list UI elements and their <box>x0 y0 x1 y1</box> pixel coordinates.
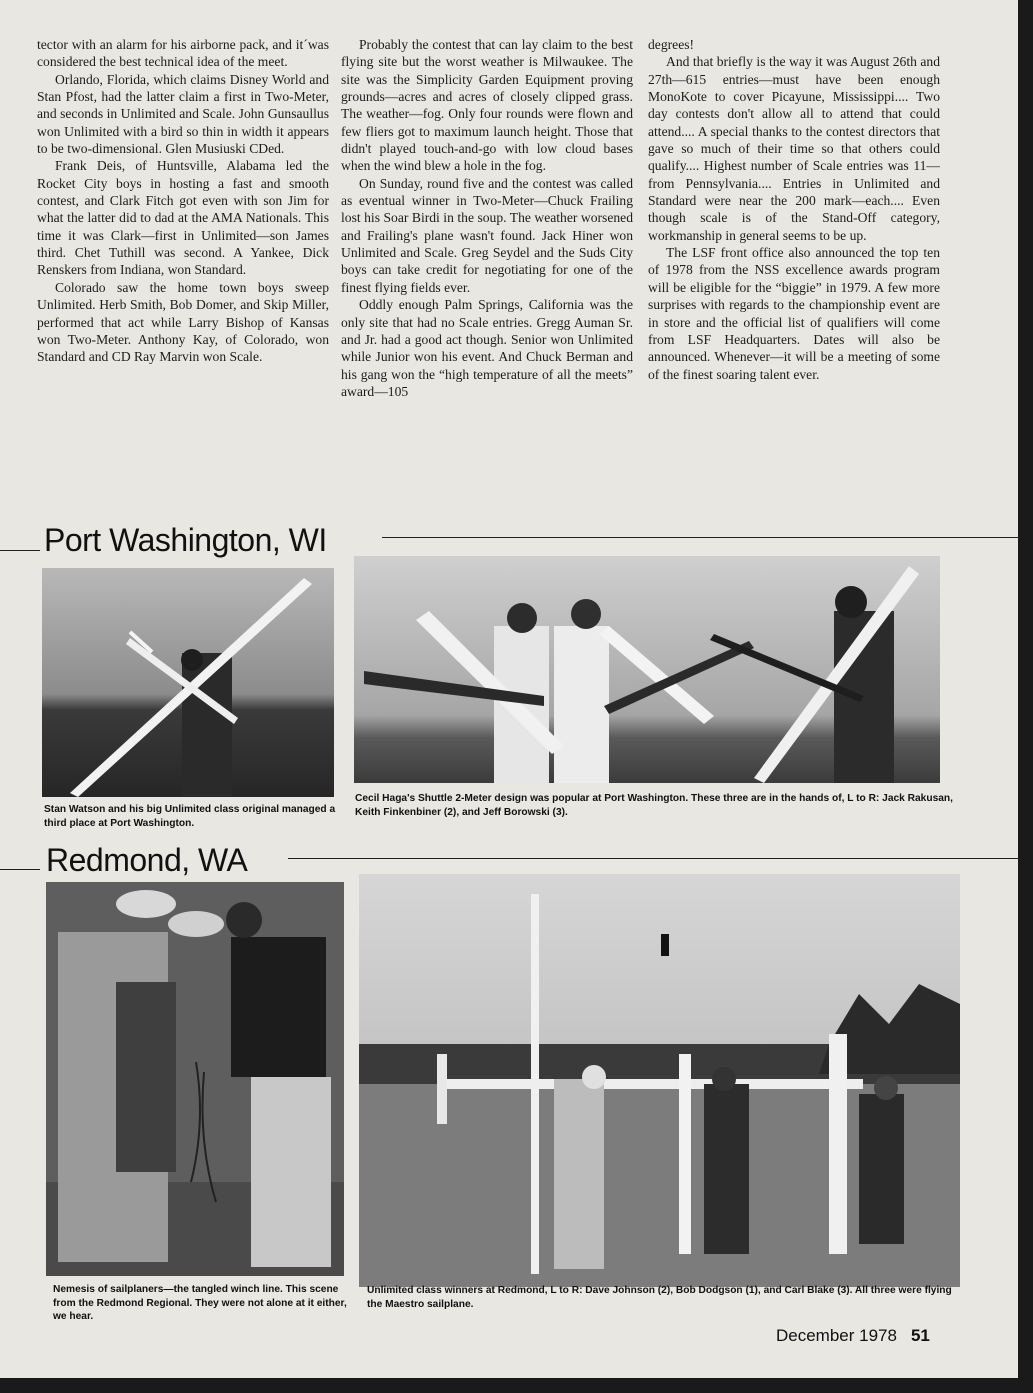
article-column-3 <box>648 36 940 383</box>
article-column-2 <box>341 36 633 400</box>
paragraph: tector with an alarm for his airborne pack, and it´was considered the best technical idea of the meet. <box>37 37 329 70</box>
page-folio <box>776 1326 930 1346</box>
section-title: Redmond, WA <box>46 842 248 878</box>
scan-border-bottom <box>0 1378 1033 1393</box>
paragraph: Probably the contest that can lay claim to the best flying site but the worst weather is Milwaukee. The site was the Simplicity Garden Equipment proving grounds—acres and acres of closely clipped grass. The weather—fog. Only four rounds were flown and few fliers got to maximum launch height. Those that didn't played touch-and-go with low cloud bases when the wind blew a hole in the fog. <box>341 37 633 174</box>
paragraph: And that briefly is the way it was August 26th and 27th—615 entries—must have been enough MonoKote to cover Picayune, Mississippi.... Two day contests don't allow all to attend that could attend.... A special thanks to the contest directors that gave so much of their time so that others could qualify.... Highest number of Scale entries was 11—from Pennsylvania.... Entries in Unlimited and Standard were near the 200 mark—each.... Even though scale is of the Stand-Off category, workmanship in general seems to be up. <box>648 54 940 243</box>
photo-unlimited-winners-redmond <box>359 874 960 1287</box>
paragraph: On Sunday, round five and the contest was called as eventual winner in Two-Meter—Chuck Frailing lost his Soar Birdi in the soup. The weather worsened and Frailing's plane wasn't found. Jack Hiner won Unlimited and Scale. Greg Seydel and the Suds City boys can take credit for negotiating for one of the finest flying fields ever. <box>341 175 633 295</box>
issue-date: December 1978 <box>776 1326 897 1345</box>
article-column-1 <box>37 36 329 366</box>
paragraph: Colorado saw the home town boys sweep Unlimited. Herb Smith, Bob Domer, and Skip Miller, performed that act while Larry Bishop of Kansas won Two-Meter. Anthony Kay, of Colorado, won Standard and CD Ray Marvin won Scale. <box>37 279 329 365</box>
paragraph: Frank Deis, of Huntsville, Alabama led the Rocket City boys in hosting a fast and smooth contest, and Clark Fitch got even with son Jim for what the latter did to dad at the AMA Nationals. This time it was Clark—first in Unlimited—son James third. Chet Tuthill was second. A Yankee, Dick Renskers from Indiana, won Standard. <box>37 158 329 278</box>
heading-rule <box>0 550 40 551</box>
photo-caption: Nemesis of sailplaners—the tangled winch line. This scene from the Redmond Regional. They were not alone at it either, we hear. <box>53 1284 347 1322</box>
photo-shuttle-2meter-group <box>354 556 940 783</box>
paragraph: The LSF front office also announced the top ten of 1978 from the NSS excellence awards program will be eligible for the “biggie” in 1979. A few more surprises with regards to the championship event are in store and the official list of qualifiers will come from LSF Headquarters. Dates will also be announced. Whenever—it will be a meeting of some of the finest soaring talent ever. <box>648 245 940 382</box>
photo-tangled-winch-line <box>46 882 344 1276</box>
heading-rule <box>0 869 40 870</box>
paragraph: degrees! <box>648 37 695 52</box>
page-number: 51 <box>910 1326 930 1345</box>
heading-rule <box>382 537 1020 538</box>
paragraph: Orlando, Florida, which claims Disney World and Stan Pfost, had the latter claim a first in Two-Meter, and seconds in Unlimited and Scale. John Gunsaullus won Unlimited with a bird so thin in width it appears to be two-dimensional. Glen Musiuski CDed. <box>37 71 329 157</box>
scan-border-right <box>1018 0 1033 1393</box>
heading-rule <box>288 858 1020 859</box>
photo-stan-watson-glider <box>42 568 334 797</box>
paragraph: Oddly enough Palm Springs, California was the only site that had no Scale entries. Gregg Auman Sr. and Jr. had a good act though. Senior won Unlimited while Junior won his event. And Chuck Berman and his gang won the “high temperature of all the meets” award—105 <box>341 297 633 399</box>
section-title: Port Washington, WI <box>44 522 327 558</box>
section-heading-port-washington <box>0 520 1020 560</box>
photo-caption: Cecil Haga's Shuttle 2-Meter design was popular at Port Washington. These three are in the hands of, L to R: Jack Rakusan, Keith Finkenbiner (2), and Jeff Borowski (3). <box>355 793 953 818</box>
photo-caption: Unlimited class winners at Redmond, L to R: Dave Johnson (2), Bob Dodgson (1), and Carl Blake (3). All three were flying the Maestro sailplane. <box>367 1285 952 1310</box>
photo-caption: Stan Watson and his big Unlimited class original managed a third place at Port Washington. <box>44 804 336 829</box>
